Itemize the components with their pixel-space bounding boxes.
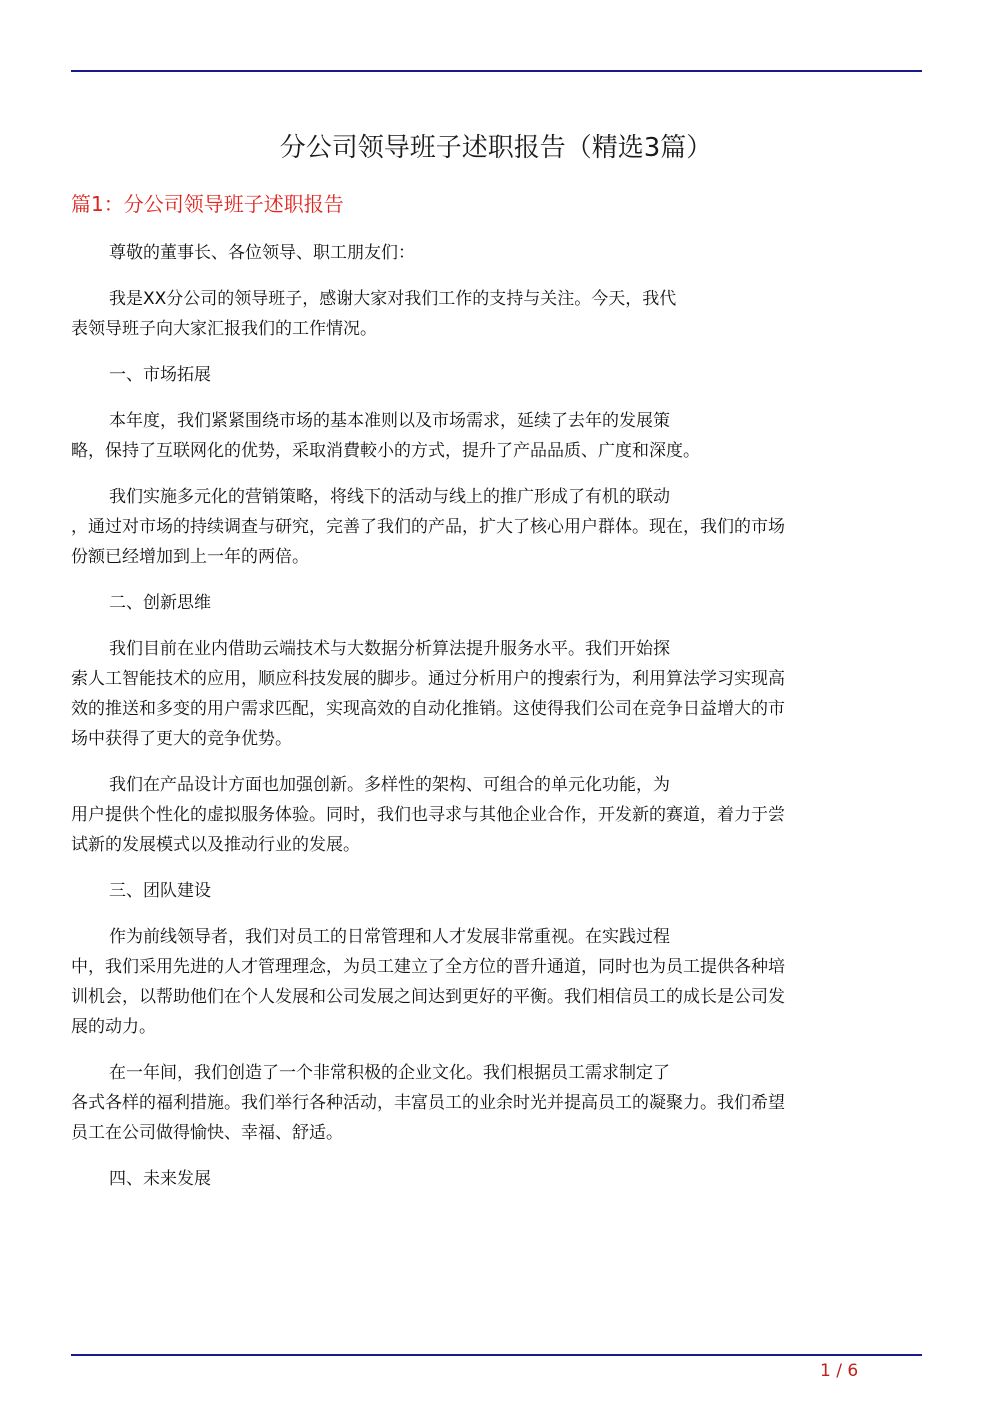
- paragraph-line: 我们实施多元化的营销策略，将线下的活动与线上的推广形成了有机的联动: [109, 487, 670, 507]
- paragraph-line: 中，我们采用先进的人才管理理念，为员工建立了全方位的晋升通道，同时也为员工提供各种培: [71, 957, 785, 977]
- paragraph: [71, 238, 922, 268]
- header-rule: [71, 70, 922, 72]
- page-number: 1 / 6: [820, 1361, 859, 1381]
- paragraph: [71, 634, 922, 754]
- paragraph-line: 本年度，我们紧紧围绕市场的基本准则以及市场需求，延续了去年的发展策: [109, 411, 670, 431]
- paragraph: [71, 1164, 922, 1194]
- paragraph: [71, 770, 922, 860]
- paragraph-line: 展的动力。: [71, 1017, 156, 1037]
- document-title: 分公司领导班子述职报告（精选3篇）: [279, 133, 713, 163]
- paragraph-line: 作为前线领导者，我们对员工的日常管理和人才发展非常重视。在实践过程: [109, 927, 670, 947]
- paragraph: [71, 588, 922, 618]
- paragraph-line: 我是XX分公司的领导班子，感谢大家对我们工作的支持与关注。今天，我代: [109, 289, 677, 309]
- paragraph-line: 尊敬的董事长、各位领导、职工朋友们：: [109, 243, 415, 263]
- paragraph-line: 各式各样的福利措施。我们举行各种活动，丰富员工的业余时光并提高员工的凝聚力。我们希望: [71, 1093, 785, 1113]
- paragraph-line: 我们在产品设计方面也加强创新。多样性的架构、可组合的单元化功能，为: [109, 775, 670, 795]
- paragraph: [71, 284, 922, 344]
- section-heading: 篇1：分公司领导班子述职报告: [71, 192, 344, 216]
- document-body: [71, 238, 922, 1210]
- paragraph: [71, 406, 922, 466]
- paragraph-line: 四、未来发展: [109, 1169, 211, 1189]
- paragraph: [71, 482, 922, 572]
- paragraph-line: 索人工智能技术的应用，顺应科技发展的脚步。通过分析用户的搜索行为，利用算法学习实现高: [71, 669, 785, 689]
- paragraph-line: ，通过对市场的持续调查与研究，完善了我们的产品，扩大了核心用户群体。现在，我们的市场: [71, 517, 785, 537]
- paragraph-line: 试新的发展模式以及推动行业的发展。: [71, 835, 360, 855]
- paragraph-line: 用户提供个性化的虚拟服务体验。同时，我们也寻求与其他企业合作，开发新的赛道，着力于尝: [71, 805, 785, 825]
- paragraph-line: 训机会，以帮助他们在个人发展和公司发展之间达到更好的平衡。我们相信员工的成长是公司发: [71, 987, 785, 1007]
- paragraph: [71, 1058, 922, 1148]
- paragraph: [71, 360, 922, 390]
- paragraph-line: 二、创新思维: [109, 593, 211, 613]
- paragraph-line: 表领导班子向大家汇报我们的工作情况。: [71, 319, 377, 339]
- paragraph-line: 效的推送和多变的用户需求匹配，实现高效的自动化推销。这使得我们公司在竞争日益增大的市: [71, 699, 785, 719]
- paragraph: [71, 922, 922, 1042]
- footer-rule: [71, 1354, 922, 1356]
- paragraph-line: 份额已经增加到上一年的两倍。: [71, 547, 309, 567]
- paragraph-line: 我们目前在业内借助云端技术与大数据分析算法提升服务水平。我们开始探: [109, 639, 670, 659]
- paragraph-line: 一、市场拓展: [109, 365, 211, 385]
- paragraph-line: 三、团队建设: [109, 881, 211, 901]
- paragraph-line: 略，保持了互联网化的优势，采取消費較小的方式，提升了产品品质、广度和深度。: [71, 441, 700, 461]
- paragraph-line: 员工在公司做得愉快、幸福、舒适。: [71, 1123, 343, 1143]
- paragraph-line: 在一年间，我们创造了一个非常积极的企业文化。我们根据员工需求制定了: [109, 1063, 670, 1083]
- paragraph-line: 场中获得了更大的竞争优势。: [71, 729, 292, 749]
- paragraph: [71, 876, 922, 906]
